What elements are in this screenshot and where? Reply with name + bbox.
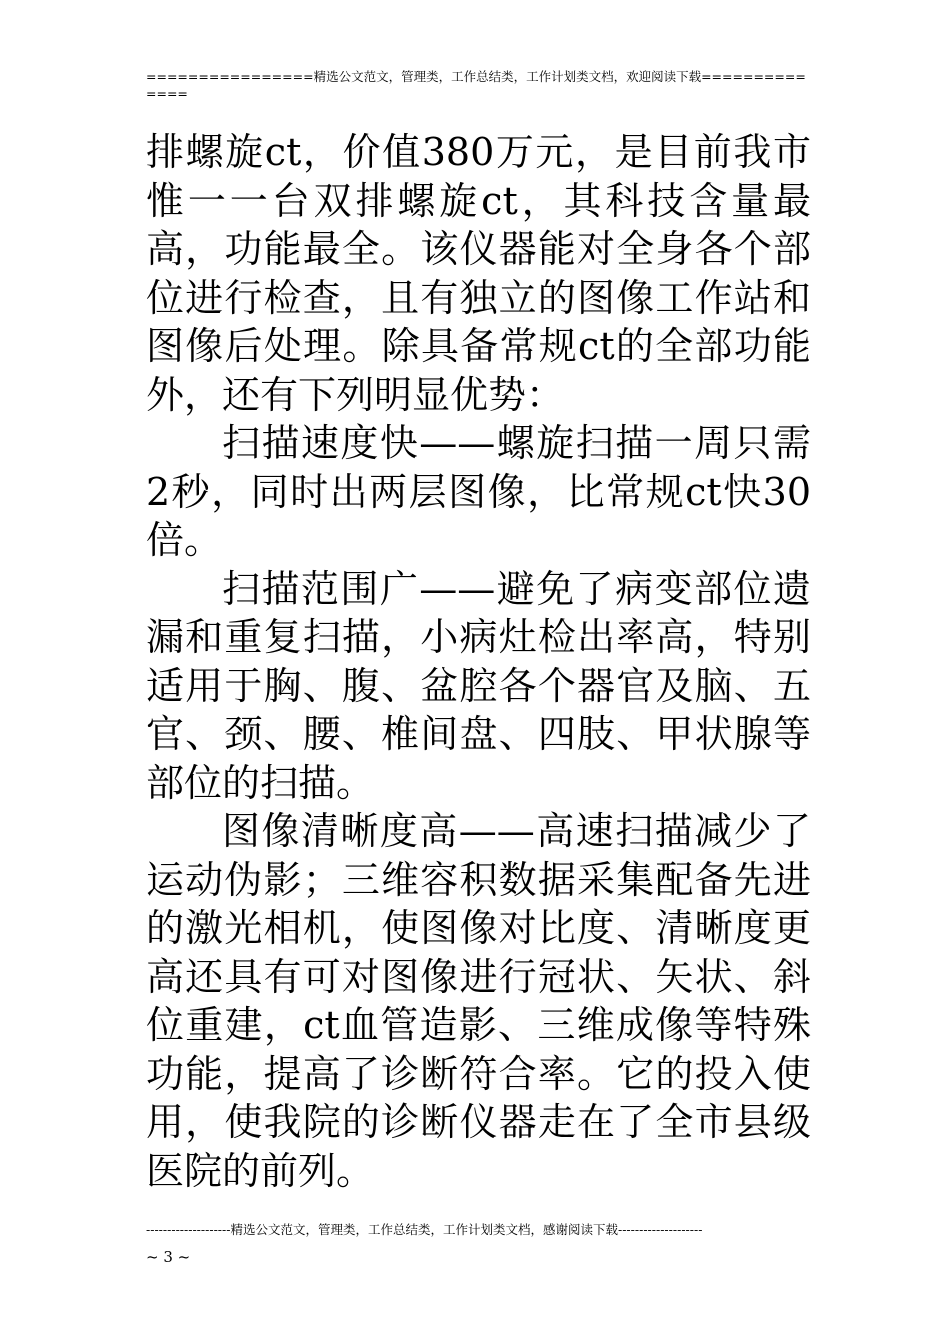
page-header: ================精选公文范文，管理类，工作总结类，工作计划类文档，欢迎阅读下载============== (146, 69, 806, 101)
page-number: ~ 3 ~ (146, 1248, 191, 1266)
paragraph-3: 扫描范围广——避免了病变部位遗漏和重复扫描，小病灶检出率高，特别适用于胸、腹、盆腔各个器官及脑、五官、颈、腰、椎间盘、四肢、甲状腺等部位的扫描。 (146, 566, 811, 805)
paragraph-4: 图像清晰度高——高速扫描减少了运动伪影；三维容积数据采集配备先进的激光相机，使图像对比度、清晰度更高还具有可对图像进行冠状、矢状、斜位重建，ct血管造影、三维成像等特殊功能，提高了诊断符合率。它的投入使用，使我院的诊断仪器走在了全市县级医院的前列。 (146, 809, 811, 1193)
paragraph-2: 扫描速度快——螺旋扫描一周只需2秒，同时出两层图像，比常规ct快30倍。 (146, 421, 811, 562)
page-footer: --------------------精选公文范文，管理类，工作总结类，工作计划类文档，感谢阅读下载-------------------- (146, 1222, 703, 1237)
document-body (146, 128, 811, 1195)
paragraph-1: 排螺旋ct，价值380万元，是目前我市惟一一台双排螺旋ct，其科技含量最高，功能最全。该仪器能对全身各个部位进行检查，且有独立的图像工作站和图像后处理。除具备常规ct的全部功能外，还有下列明显优势： (146, 130, 811, 417)
